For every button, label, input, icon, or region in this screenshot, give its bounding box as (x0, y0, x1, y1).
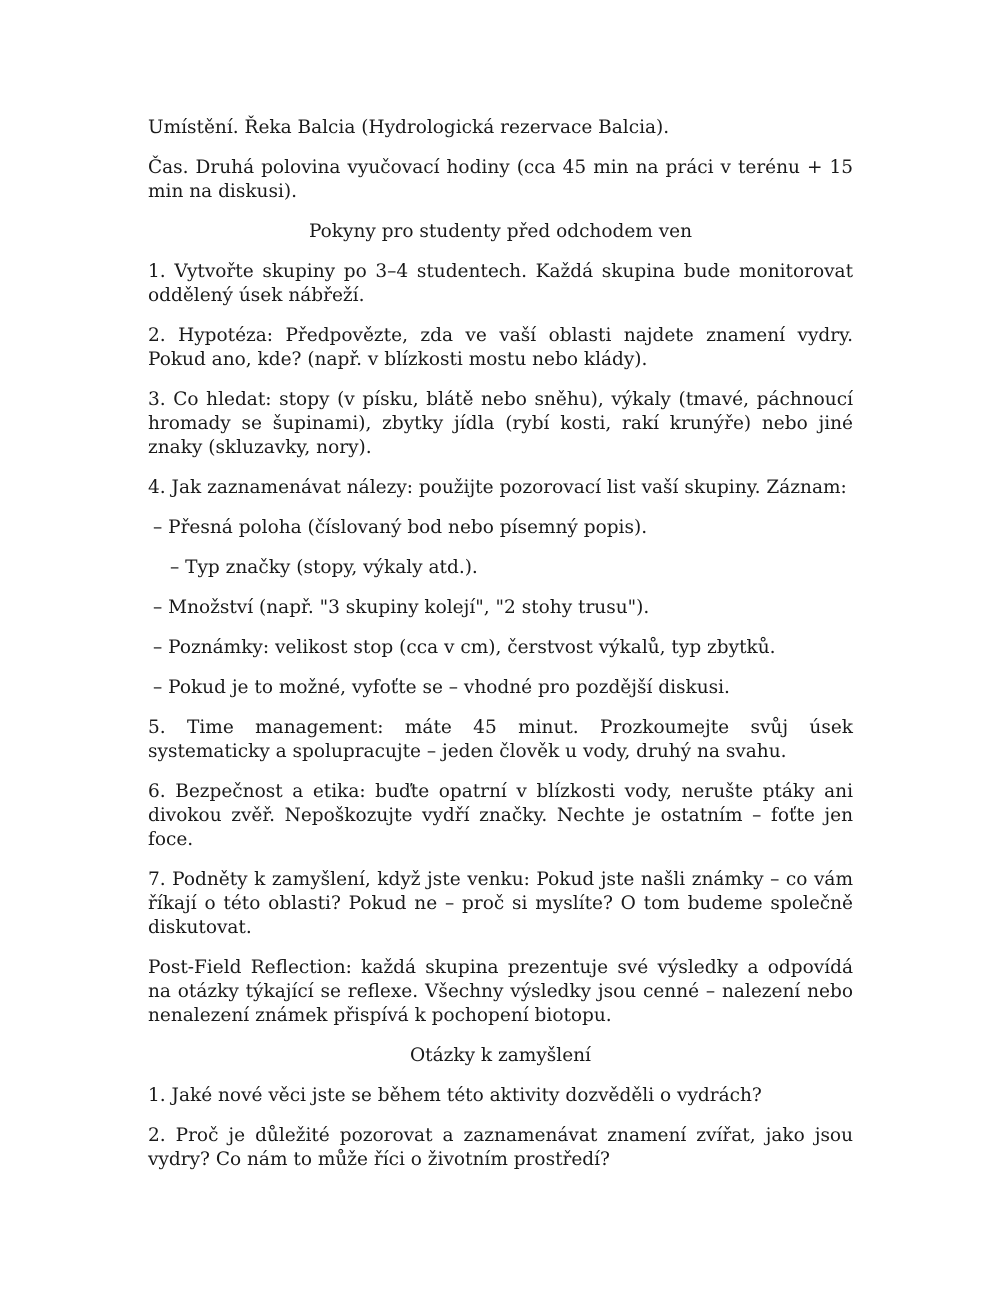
location-paragraph: Umístění. Řeka Balcia (Hydrologická rezervace Balcia). (148, 117, 670, 138)
record-item-photo: – Pokud je to možné, vyfoťte se – vhodné pro pozdější diskusi. (153, 677, 730, 698)
step-6: 6. Bezpečnost a etika: buďte opatrní v blízkosti vody, nerušte ptáky ani divokou zvěř. Nepoškozujte vydří značky. Nechte je ostatním – foťte jen foce. (148, 781, 853, 850)
reflection-heading: Otázky k zamyšlení (410, 1045, 591, 1066)
document-page (148, 116, 853, 1188)
record-item-type: – Typ značky (stopy, výkaly atd.). (170, 557, 478, 578)
instructions-heading: Pokyny pro studenty před odchodem ven (308, 221, 693, 242)
question-1: 1. Jaké nové věci jste se během této aktivity dozvěděli o vydrách? (148, 1085, 762, 1106)
step-5: 5. Time management: máte 45 minut. Prozkoumejte svůj úsek systematicky a spolupracujte – jeden člověk u vody, druhý na svahu. (148, 717, 853, 762)
step-1: 1. Vytvořte skupiny po 3–4 studentech. Každá skupina bude monitorovat oddělený úsek nábřeží. (148, 261, 853, 306)
step-7: 7. Podněty k zamyšlení, když jste venku: Pokud jste našli známky – co vám říkají o této oblasti? Pokud ne – proč si myslíte? O tom budeme společně diskutovat. (148, 869, 853, 938)
record-item-notes: – Poznámky: velikost stop (cca v cm), čerstvost výkalů, typ zbytků. (153, 637, 776, 658)
step-2: 2. Hypotéza: Předpovězte, zda ve vaší oblasti najdete znamení vydry. Pokud ano, kde? (např. v blízkosti mostu nebo klády). (148, 325, 853, 370)
record-item-position: – Přesná poloha (číslovaný bod nebo písemný popis). (153, 517, 648, 538)
question-2: 2. Proč je důležité pozorovat a zaznamenávat znamení zvířat, jako jsou vydry? Co nám to může říci o životním prostředí? (148, 1125, 853, 1170)
time-paragraph: Čas. Druhá polovina vyučovací hodiny (cca 45 min na práci v terénu + 15 min na diskusi). (148, 157, 853, 202)
step-3: 3. Co hledat: stopy (v písku, blátě nebo sněhu), výkaly (tmavé, páchnoucí hromady se šupinami), zbytky jídla (rybí kosti, rakí krunýře) nebo jiné znaky (skluzavky, nory). (148, 389, 853, 458)
record-item-quantity: – Množství (např. "3 skupiny kolejí", "2 stohy trusu"). (153, 597, 650, 618)
step-4: 4. Jak zaznamenávat nálezy: použijte pozorovací list vaší skupiny. Záznam: (148, 477, 847, 498)
post-field-paragraph: Post-Field Reflection: každá skupina prezentuje své výsledky a odpovídá na otázky týkající se reflexe. Všechny výsledky jsou cenné – nalezení nebo nenalezení známek přispívá k pochopení biotopu. (148, 957, 853, 1026)
